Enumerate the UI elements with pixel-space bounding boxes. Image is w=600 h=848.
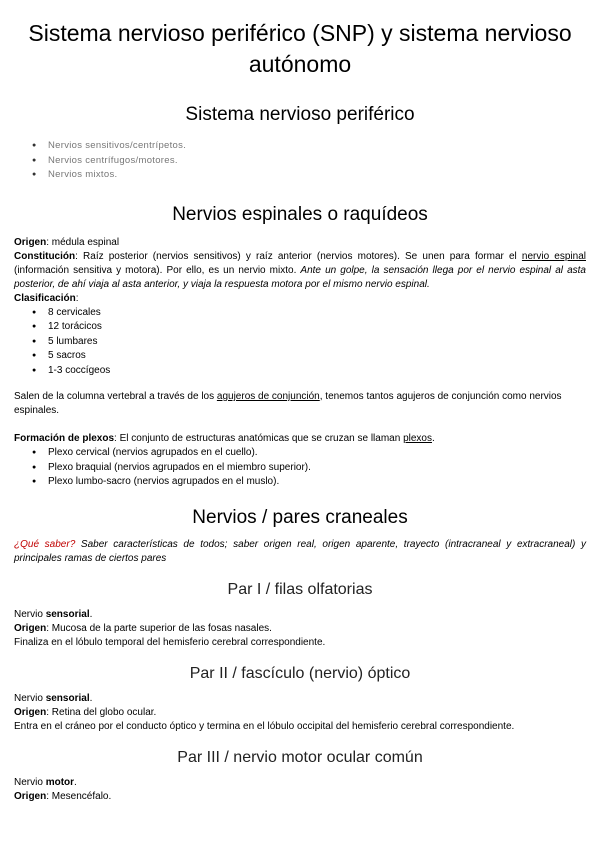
origen-text: : Mesencéfalo. [46,790,112,802]
nervio-end: . [89,692,93,704]
par1-origen-line [14,622,586,636]
clasificacion-line [14,292,586,306]
nervio-prefix: Nervio [14,692,46,704]
nervio-type: sensorial [45,608,90,620]
origen-label: Origen [14,236,47,248]
nervio-type: motor [45,776,75,788]
origen-label: Origen [14,706,47,718]
par2-extra-line: Entra en el cráneo por el conducto óptico y termina en el lóbulo occipital del hemisferio cerebral correspondiente. [14,720,515,732]
list-item: ● Plexo cervical (nervios agrupados en el cuello). [14,446,586,461]
salen-paragraph [14,390,586,418]
list-item: ● 8 cervicales [14,306,586,321]
origen-label: Origen [14,622,47,634]
plexos-end: . [431,433,435,444]
origen-text: : Mucosa de la parte superior de las fosas nasales. [46,622,272,634]
par2-origen-line [14,706,586,720]
par2-nervio-line [14,692,586,706]
constitucion-italic: Ante un golpe, la sensación llega por el nervio espinal al asta posterior, de ahí viaja al asta anterior, y viaja la respuesta motora por el mismo nervio espinal. [14,264,586,290]
list-item: ● Nervios sensitivos/centrípetos. [14,139,586,154]
heading-par-2: Par II / fascículo (nervio) óptico [189,664,411,682]
plexos-label: Formación de plexos [14,433,115,444]
origen-text: : médula espinal [46,236,120,248]
nervio-prefix: Nervio [14,608,46,620]
agujeros-link: agujeros de conjunción [216,391,320,402]
par1-extra-line: Finaliza en el lóbulo temporal del hemisferio cerebral correspondiente. [14,636,326,648]
que-saber-paragraph [14,538,586,566]
clasificacion-label: Clasificación [14,292,76,304]
origen-line [14,236,586,250]
par1-nervio-line [14,608,586,622]
heading-snp: Sistema nervioso periférico [185,104,415,125]
nervio-end: . [74,776,77,788]
clasificacion-list [14,306,586,379]
salen-text-2: , tenemos tantos agujeros de conjunción como nervios espinales. [14,391,562,416]
par3-nervio-line [14,776,586,790]
plexos-line [14,432,586,446]
heading-espinales: Nervios espinales o raquídeos [172,203,428,225]
plexos-link: plexos [403,433,432,444]
nervio-prefix: Nervio [14,776,46,788]
list-item: ● Plexo lumbo-sacro (nervios agrupados en el muslo). [14,475,586,490]
list-item: ● 12 torácicos [14,320,586,335]
heading-par-1: Par I / filas olfatorias [227,580,373,598]
salen-text: Salen de la columna vertebral a través de los [14,391,217,402]
que-saber-text: Saber características de todos; saber origen real, origen aparente, trayecto (intracraneal y extracraneal) y principales ramas de ciertos pares [14,538,586,564]
snp-list [14,139,586,183]
origen-text: : Retina del globo ocular. [46,706,157,718]
list-item: ● Nervios mixtos. [14,168,586,183]
list-item: ● Nervios centrífugos/motores. [14,154,586,169]
list-item: ● 1-3 coccígeos [14,364,586,379]
plexos-list [14,446,586,490]
document-title: Sistema nervioso periférico (SNP) y sistema nervioso autónomo [28,20,572,77]
nervio-type: sensorial [45,692,90,704]
nervio-end: . [89,608,93,620]
list-item: ● 5 lumbares [14,335,586,350]
heading-par-3: Par III / nervio motor ocular común [177,748,423,766]
list-item: ● 5 sacros [14,349,586,364]
plexos-text: : El conjunto de estructuras anatómicas que se cruzan se llaman [114,433,404,444]
list-item: ● Plexo braquial (nervios agrupados en el miembro superior). [14,461,586,476]
constitucion-paragraph [14,250,586,292]
origen-label: Origen [14,790,47,802]
constitucion-text-2: (información sensitiva y motora). Por ello, es un nervio mixto. [14,264,301,276]
clasificacion-colon: : [75,292,79,304]
constitucion-label: Constitución [14,250,76,262]
par3-origen-line [14,790,586,804]
nervio-espinal-link: nervio espinal [521,250,586,262]
que-saber-label: ¿Qué saber? [14,538,76,550]
heading-craneales: Nervios / pares craneales [192,506,408,528]
constitucion-text: : Raíz posterior (nervios sensitivos) y raíz anterior (nervios motores). Se unen para formar el [75,250,522,262]
